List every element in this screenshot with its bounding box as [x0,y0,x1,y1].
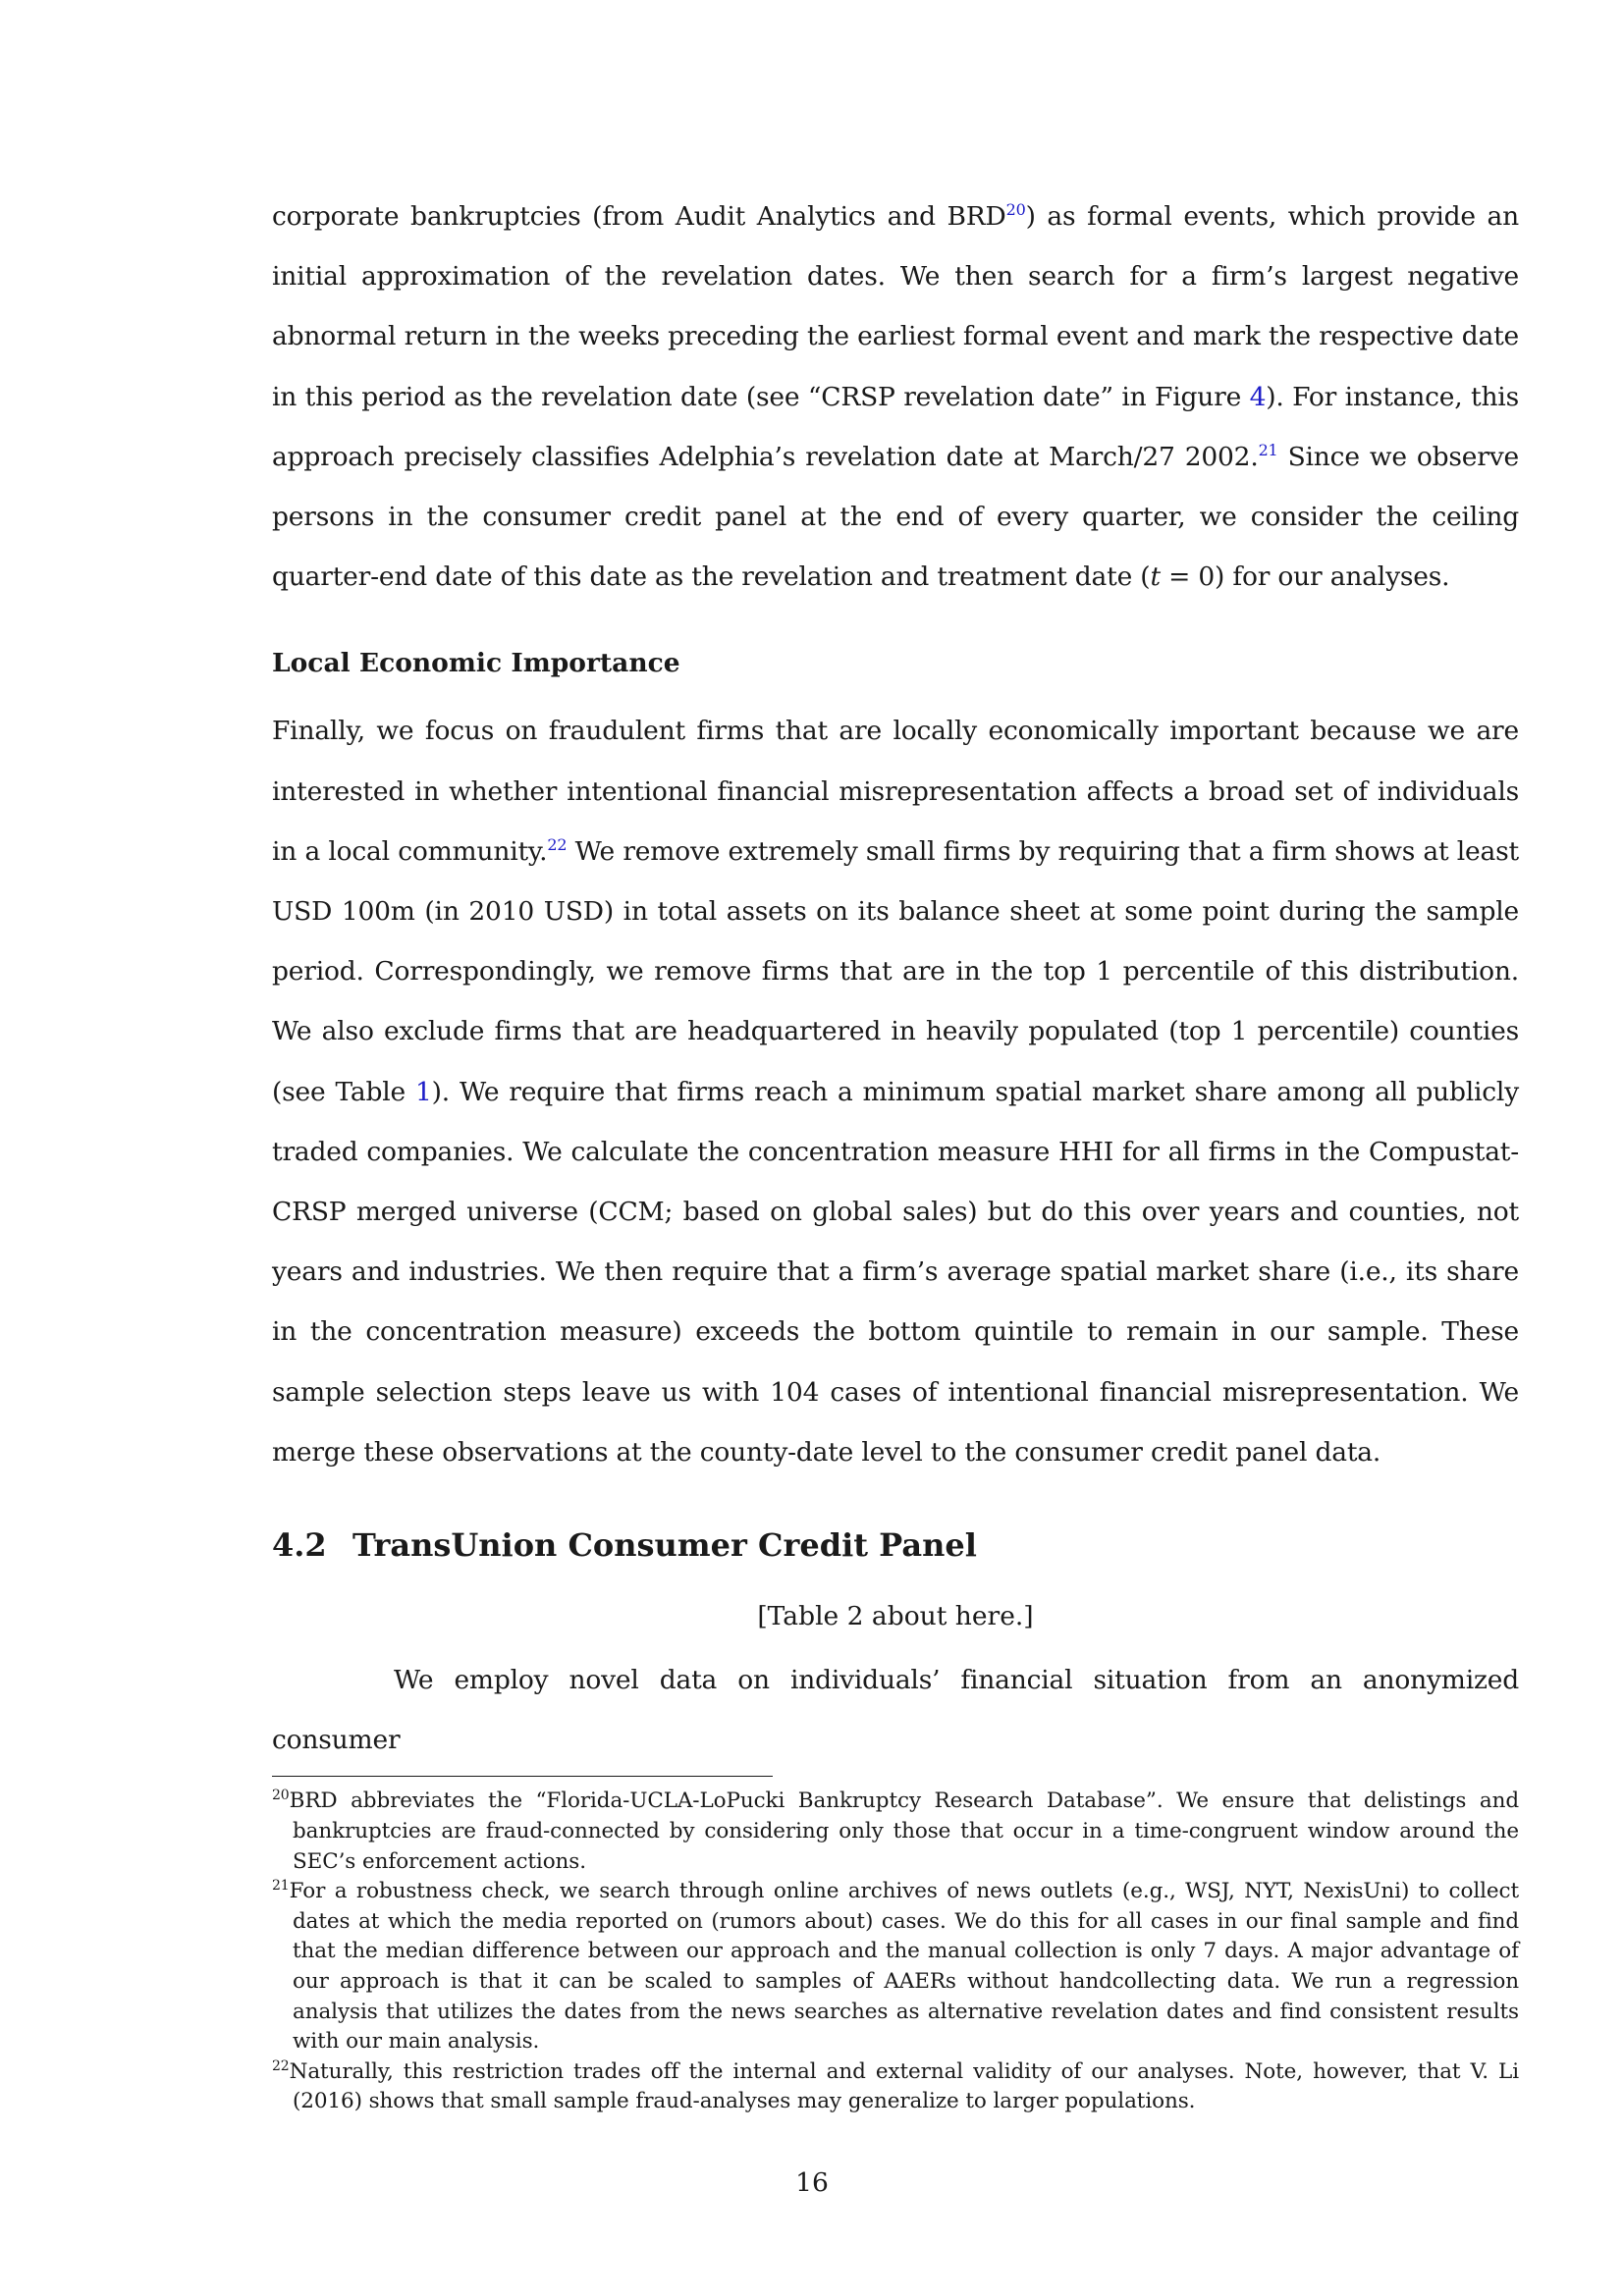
footnote-mark: 20 [272,1788,290,1804]
paragraph-revelation-dates [272,187,1519,607]
paragraph-local-importance [272,701,1519,1482]
section-title: TransUnion Consumer Credit Panel [352,1526,977,1565]
subsection-heading: Local Economic Importance [272,648,680,679]
figure-ref-4[interactable]: 4 [1249,381,1267,412]
paragraph-text: ). We require that firms reach a minimum spatial market share among all publicly traded companies. We calculate the concentration measure HHI for all firms in the Compustat-CRSP merged universe (CCM; based on global sales) but do this over years and counties, not years and industries. We then require that a firm’s average spatial market share (i.e., its share in the concentration measure) exceeds the bottom quintile to remain in our sample. These sample selection steps leave us with 104 cases of intentional financial misrepresentation. We merge these observations at the county-date level to the consumer credit panel data. [272,1076,1519,1468]
footnote-divider [272,1776,773,1777]
footnote-text: Naturally, this restriction trades off the internal and external validity of our analyses. Note, however, that V. Li (2016) shows that small sample fraud-analyses may generalize to larger populations. [289,2058,1519,2114]
footnote-22 [272,2057,1519,2117]
section-heading [272,1525,1519,1565]
paragraph-text: ). For instance, this approach precisely classifies Adelphia’s revelation date at March/27 2002. [272,381,1519,472]
table-placeholder: [Table 2 about here.] [757,1601,1034,1632]
page-content [272,187,1519,2117]
footnote-mark: 22 [272,2057,290,2074]
footnote-text: For a robustness check, we search through online archives of news outlets (e.g., WSJ, NYT, NexisUni) to collect dates at which the media reported on (rumors about) cases. We do this for all cases in our final sample and find that the median difference between our approach and the manual collection is only 7 days. A major advantage of our approach is that it can be scaled to samples of AAERs without handcollecting data. We run a regression analysis that utilizes the dates from the news searches as alternative revelation dates and find consistent results with our main analysis. [289,1879,1519,2055]
footnote-20 [272,1787,1519,1877]
paragraph-text: = 0) for our analyses. [1160,561,1450,593]
paragraph-text: ) as formal events, which provide an initial approximation of the revelation dates. We then search for a firm’s largest negative abnormal return in the weeks preceding the earliest formal event and mark the respective date in this period as the revelation date (see “CRSP revelation date” in Figure [272,201,1519,412]
paragraph-text: Finally, we focus on fraudulent firms that are locally economically important because we are interested in whether intentional financial misrepresentation affects a broad set of individuals in a local community. [272,716,1519,867]
footnote-21 [272,1877,1519,2057]
footnote-ref-22[interactable]: 22 [547,835,568,854]
footnote-ref-20[interactable]: 20 [1005,200,1026,220]
section-number: 4.2 [272,1526,327,1565]
table-ref-1[interactable]: 1 [414,1076,432,1107]
math-variable-t: t [1150,561,1161,593]
paragraph-text: We remove extremely small firms by requiring that a firm shows at least USD 100m (in 2010 USD) in total assets on its balance sheet at some point during the sample period. Correspondingly, we remove firms that are in the top 1 percentile of this distribution. We also exclude firms that are headquartered in heavily populated (top 1 percentile) counties (see Table [272,835,1519,1107]
page-number: 16 [795,2167,829,2198]
paragraph-text: corporate bankruptcies (from Audit Analytics and BRD [272,201,1006,232]
footnote-text: BRD abbreviates the “Florida-UCLA-LoPucki Bankruptcy Research Database”. We ensure that delistings and bankruptcies are fraud-connected by considering only those that occur in a time-congruent window around the SEC’s enforcement actions. [289,1789,1519,1874]
paragraph-consumer-data [272,1650,1519,1770]
footnote-mark: 21 [272,1878,290,1895]
footnotes [272,1787,1519,2117]
footnote-ref-21[interactable]: 21 [1258,440,1278,459]
paragraph-text: We employ novel data on individuals’ financial situation from an anonymized consumer [272,1665,1519,1756]
paragraph-text: Since we observe persons in the consumer credit panel at the end of every quarter, we consider the ceiling quarter-end date of this date as the revelation and treatment date ( [272,441,1519,593]
